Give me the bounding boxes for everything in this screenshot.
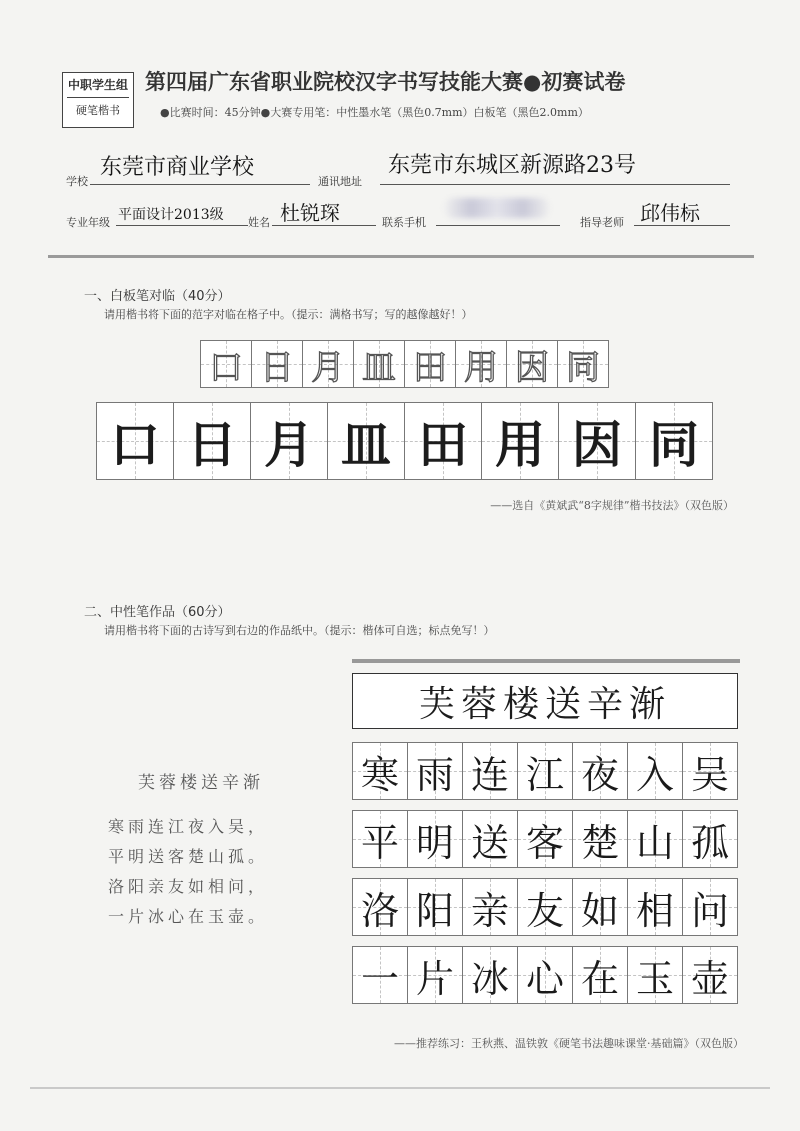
practice-cell[interactable]: 同 <box>635 402 713 480</box>
sheet-cell[interactable]: 玉 <box>627 946 683 1004</box>
sheet-cell[interactable]: 明 <box>407 810 463 868</box>
school-field[interactable]: 东莞市商业学校 <box>100 155 255 180</box>
model-char-cell: 同 <box>557 340 609 388</box>
sheet-cell[interactable]: 平 <box>352 810 408 868</box>
sheet-cell[interactable]: 雨 <box>407 742 463 800</box>
sheet-cell[interactable]: 山 <box>627 810 683 868</box>
school-label: 学校 <box>66 175 88 188</box>
model-char-cell: 用 <box>455 340 507 388</box>
sheet-cell[interactable]: 洛 <box>352 878 408 936</box>
address-underline <box>380 184 730 185</box>
sheet-cell[interactable]: 心 <box>517 946 573 1004</box>
section1-source: ——选自《黄斌武“8字规律”楷书技法》（双色版） <box>490 499 734 512</box>
sheet-cell[interactable]: 连 <box>462 742 518 800</box>
sheet-cell[interactable]: 楚 <box>572 810 628 868</box>
phone-field-redacted[interactable] <box>445 198 549 218</box>
sheet-cell[interactable]: 一 <box>352 946 408 1004</box>
sheet-cell[interactable]: 友 <box>517 878 573 936</box>
sheet-cell[interactable]: 如 <box>572 878 628 936</box>
address-label: 通讯地址 <box>318 175 362 188</box>
sheet-cell[interactable]: 江 <box>517 742 573 800</box>
practice-cell[interactable]: 皿 <box>327 402 405 480</box>
practice-cell[interactable]: 日 <box>173 402 251 480</box>
sheet-cell[interactable]: 亲 <box>462 878 518 936</box>
practice-cell[interactable]: 用 <box>481 402 559 480</box>
sheet-title-box[interactable] <box>352 673 738 729</box>
sheet-cell[interactable]: 问 <box>682 878 738 936</box>
phone-underline <box>436 225 560 226</box>
sheet-cell[interactable]: 吴 <box>682 742 738 800</box>
header-divider <box>48 255 754 258</box>
address-field[interactable]: 东莞市东城区新源路23号 <box>388 153 636 178</box>
model-char-cell: 日 <box>251 340 303 388</box>
sheet-cell[interactable]: 冰 <box>462 946 518 1004</box>
practice-cell[interactable]: 因 <box>558 402 636 480</box>
sheet-cell[interactable]: 阳 <box>407 878 463 936</box>
sheet-cell[interactable]: 孤 <box>682 810 738 868</box>
sheet-top-border <box>352 659 740 663</box>
sheet-cell[interactable]: 片 <box>407 946 463 1004</box>
sheet-title: 芙蓉楼送辛渐 <box>418 683 671 725</box>
section1-instruction: 请用楷书将下面的范字对临在格子中。（提示：满格书写；写的越像越好！） <box>104 308 473 321</box>
poem-title: 芙蓉楼送辛渐 <box>138 773 264 793</box>
poem-line: 一片冰心在玉壶。 <box>108 907 269 926</box>
major-label: 专业年级 <box>66 216 110 229</box>
sheet-cell[interactable]: 壶 <box>682 946 738 1004</box>
exam-rules: ●比赛时间：45分钟●大赛专用笔：中性墨水笔（黑色0.7mm）白板笔（黑色2.0mm） <box>160 106 589 119</box>
sheet-cell[interactable]: 在 <box>572 946 628 1004</box>
model-char-cell: 月 <box>302 340 354 388</box>
major-field[interactable]: 平面设计2013级 <box>118 207 224 223</box>
practice-cell[interactable]: 口 <box>96 402 174 480</box>
model-char-cell: 田 <box>404 340 456 388</box>
section1-heading: 一、白板笔对临（40分） <box>84 289 231 304</box>
model-char-cell: 口 <box>200 340 252 388</box>
teacher-label: 指导老师 <box>580 216 624 229</box>
section2-instruction: 请用楷书将下面的古诗写到右边的作品纸中。（提示：楷体可自选；标点免写！） <box>104 624 495 637</box>
major-underline <box>116 225 248 226</box>
category-badge <box>62 72 134 128</box>
sheet-cell[interactable]: 送 <box>462 810 518 868</box>
page-title: 第四届广东省职业院校汉字书写技能大赛●初赛试卷 <box>145 70 626 94</box>
badge-style-label: 硬笔楷书 <box>76 104 120 117</box>
poem-line: 平明送客楚山孤。 <box>108 847 269 866</box>
poem-line: 洛阳亲友如相问， <box>108 877 269 896</box>
section2-source: ——推荐练习：王秋燕、温铁敦《硬笔书法趣味课堂·基础篇》（双色版） <box>394 1037 744 1050</box>
model-char-cell: 因 <box>506 340 558 388</box>
sheet-cell[interactable]: 客 <box>517 810 573 868</box>
practice-cell[interactable]: 月 <box>250 402 328 480</box>
sheet-cell[interactable]: 入 <box>627 742 683 800</box>
name-field[interactable]: 杜锐琛 <box>280 201 340 225</box>
badge-group-label: 中职学生组 <box>67 78 128 92</box>
sheet-cell[interactable]: 夜 <box>572 742 628 800</box>
school-underline <box>90 184 310 185</box>
sheet-cell[interactable]: 寒 <box>352 742 408 800</box>
name-label: 姓名 <box>248 216 270 229</box>
phone-label: 联系手机 <box>382 216 426 229</box>
teacher-field[interactable]: 邱伟标 <box>640 201 700 225</box>
badge-divider <box>67 97 129 98</box>
footer-divider <box>30 1087 770 1089</box>
practice-cell[interactable]: 田 <box>404 402 482 480</box>
sheet-cell[interactable]: 相 <box>627 878 683 936</box>
poem-line: 寒雨连江夜入吴， <box>108 817 269 836</box>
model-char-cell: 皿 <box>353 340 405 388</box>
section2-heading: 二、中性笔作品（60分） <box>84 605 231 620</box>
